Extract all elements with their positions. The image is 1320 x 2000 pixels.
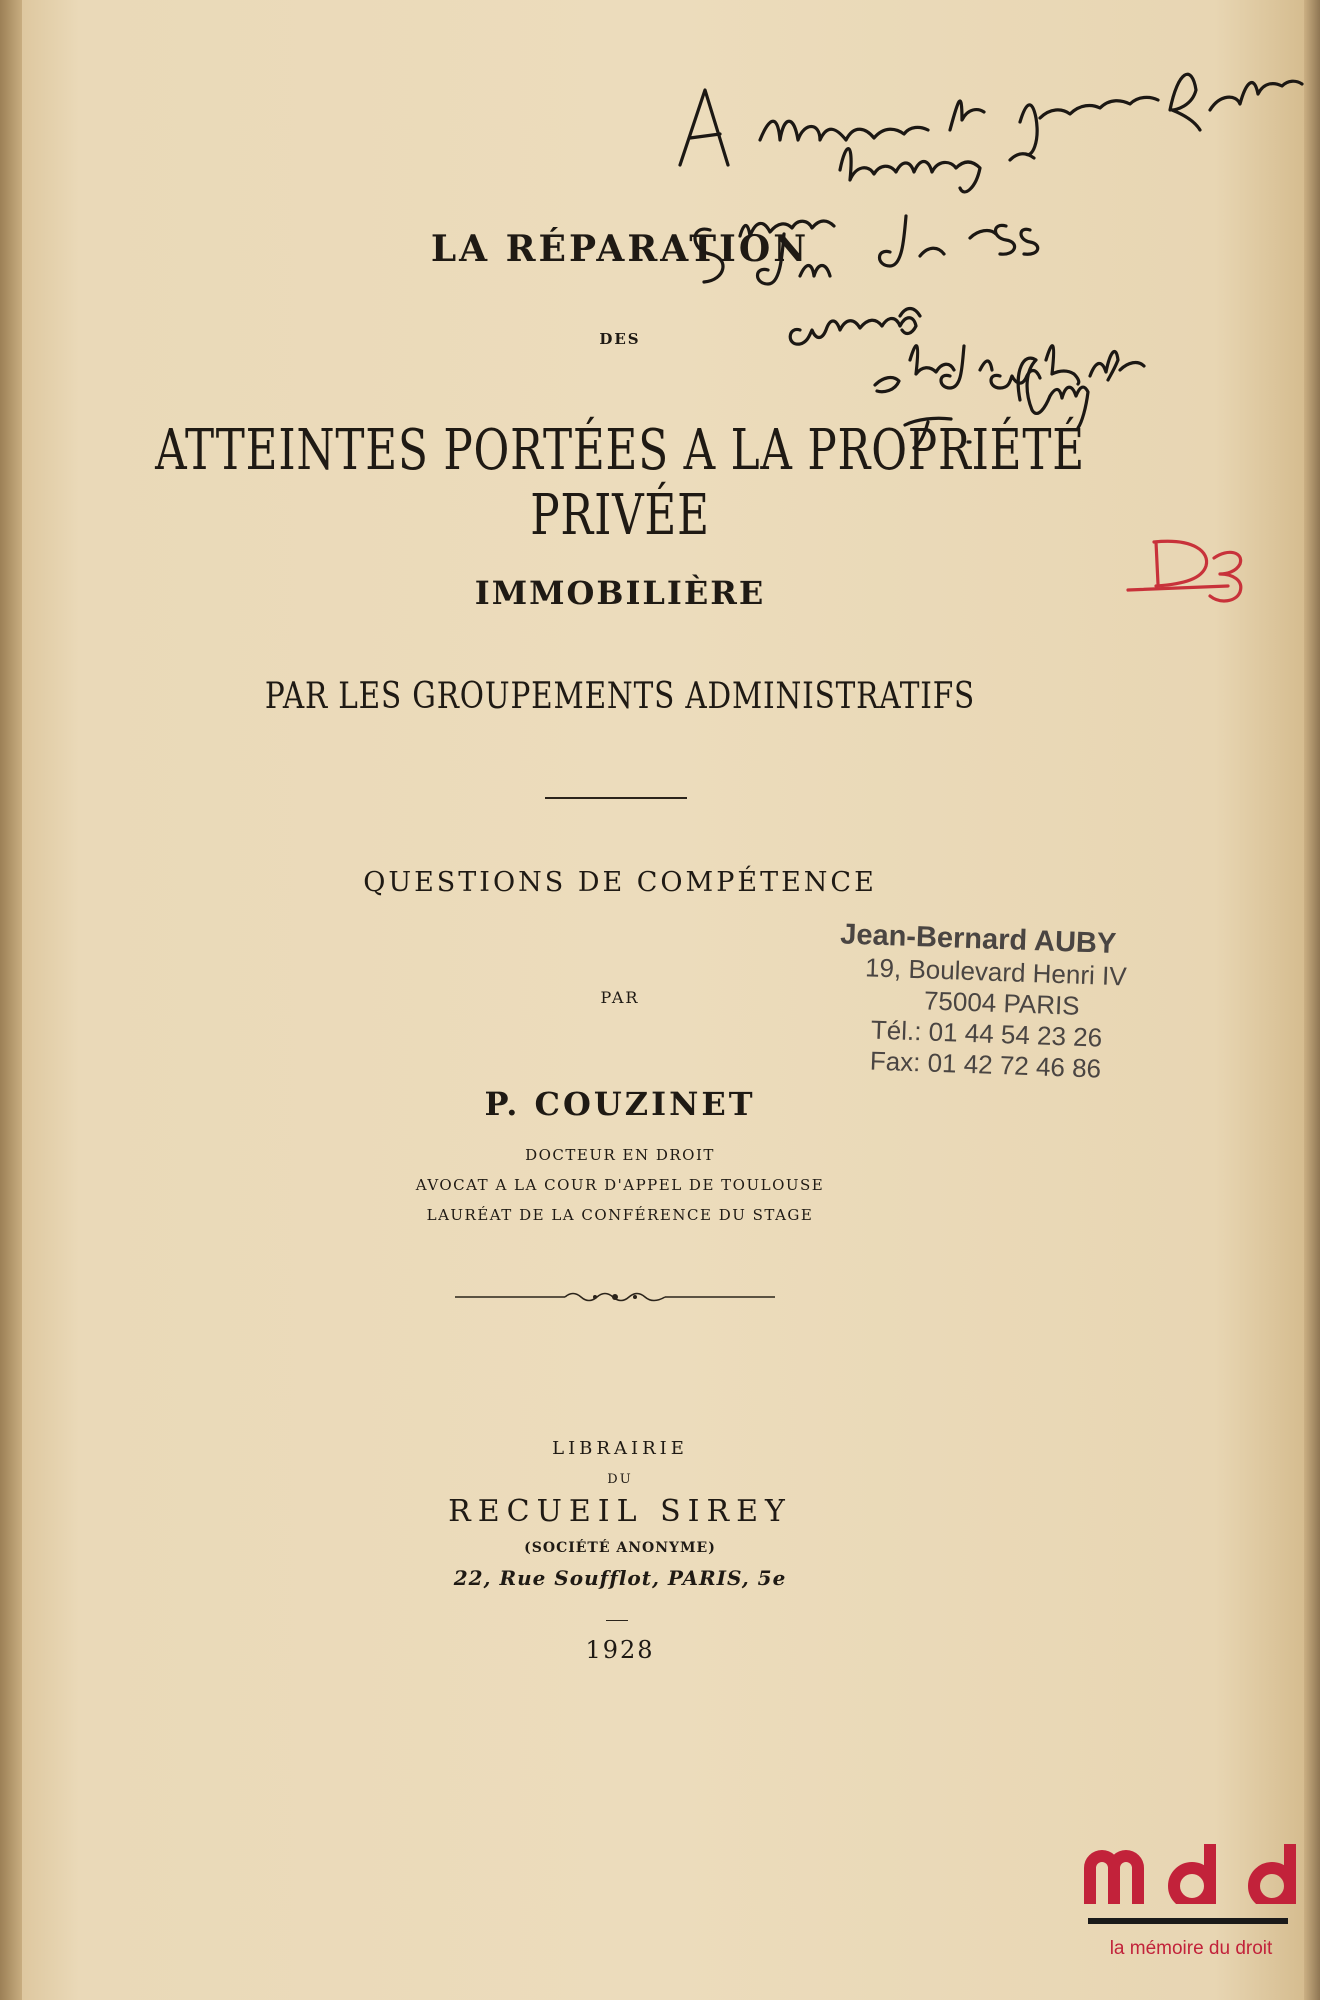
mdd-logo xyxy=(1082,1840,1304,1904)
year-divider xyxy=(606,1620,628,1621)
title-divider xyxy=(545,797,687,799)
author-qualification: DOCTEUR EN DROIT xyxy=(525,1146,715,1164)
owner-stamp xyxy=(835,918,1220,1088)
title-line-2: DES xyxy=(599,330,641,348)
title-line-4: IMMOBILIÈRE xyxy=(474,574,766,612)
shelf-mark xyxy=(1118,520,1268,620)
author-qualification: LAURÉAT DE LA CONFÉRENCE DU STAGE xyxy=(426,1206,814,1224)
main-title: ATTEINTES PORTÉES A LA PROPRIÉTÉ PRIVÉE xyxy=(155,418,1085,548)
mdd-tagline: la mémoire du droit xyxy=(1109,1938,1273,1959)
publisher-line-2: DU xyxy=(607,1472,633,1487)
stamp-tel: Tél.: 01 44 54 23 26 xyxy=(870,1014,1103,1053)
publisher-name: RECUEIL SIREY xyxy=(448,1494,792,1529)
handwritten-dedication xyxy=(650,30,1310,450)
stamp-street: 19, Boulevard Henri IV xyxy=(864,952,1128,992)
by-label: PAR xyxy=(600,988,640,1007)
stamp-city: 75004 PARIS xyxy=(923,985,1081,1021)
stamp-name: Jean-Bernard AUBY xyxy=(839,918,1117,961)
stamp-fax: Fax: 01 42 72 46 86 xyxy=(869,1045,1102,1084)
title-line-5: PAR LES GROUPEMENTS ADMINISTRATIFS xyxy=(264,676,976,717)
publisher-address: 22, Rue Soufflot, PARIS, 5e xyxy=(453,1566,787,1590)
mdd-logo-bar xyxy=(1088,1918,1288,1924)
ornament-divider xyxy=(455,1285,775,1309)
publisher-type: (SOCIÉTÉ ANONYME) xyxy=(524,1540,716,1556)
author-name: P. COUZINET xyxy=(484,1085,756,1123)
author-qualification: AVOCAT A LA COUR D'APPEL DE TOULOUSE xyxy=(415,1176,825,1194)
publication-year: 1928 xyxy=(585,1636,655,1664)
title-line-1: LA RÉPARATION xyxy=(430,228,810,270)
subtitle: QUESTIONS DE COMPÉTENCE xyxy=(363,867,877,898)
publisher-line-1: LIBRAIRIE xyxy=(552,1438,688,1459)
